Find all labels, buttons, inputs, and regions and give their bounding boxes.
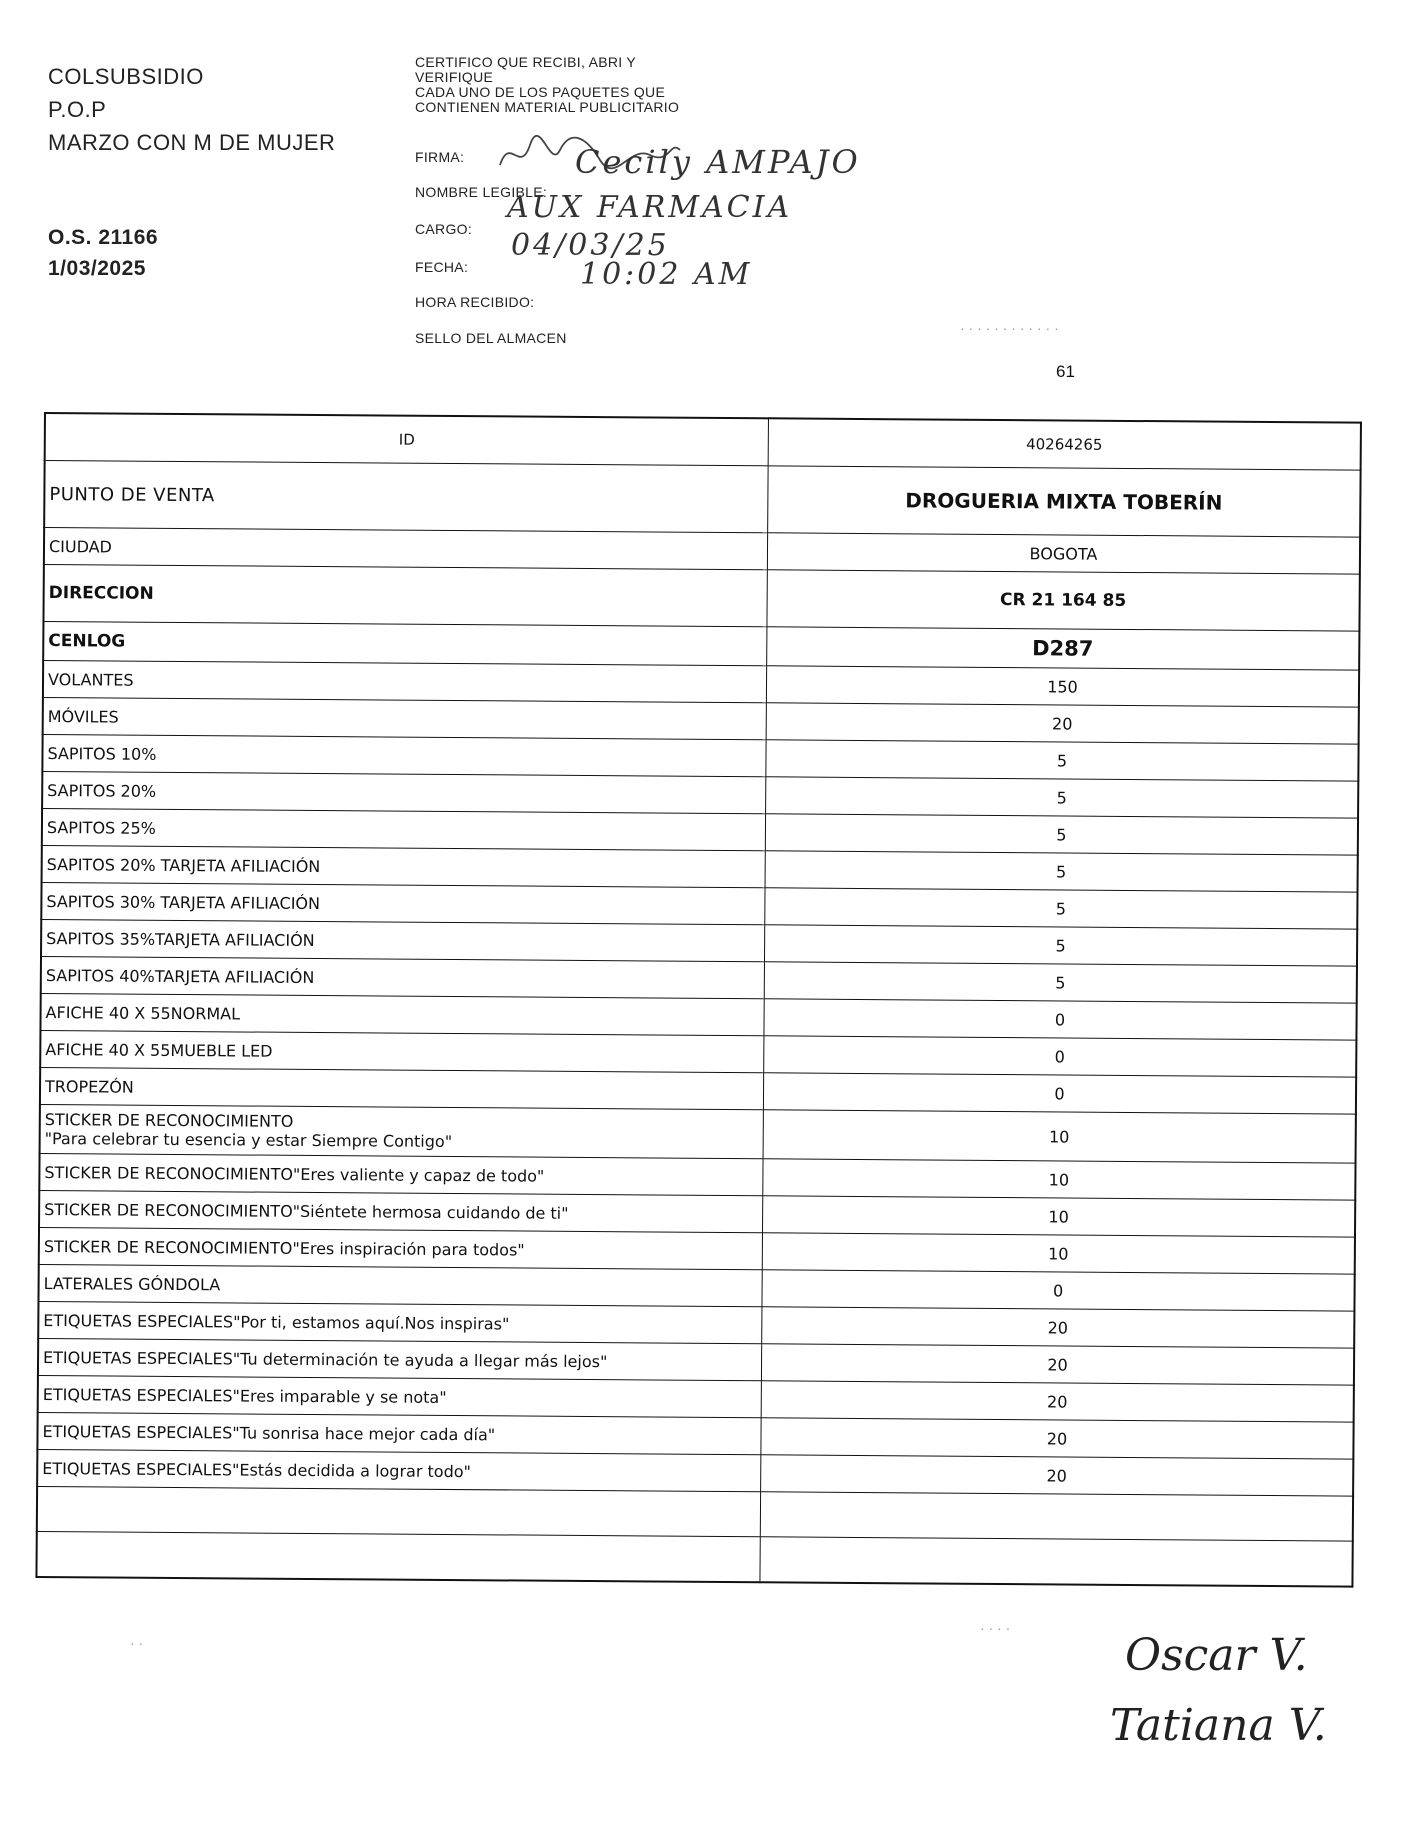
pv-value: DROGUERIA MIXTA TOBERÍN (768, 466, 1361, 537)
item-quantity: 20 (766, 703, 1359, 744)
table-row (43, 565, 1359, 632)
item-quantity: 5 (765, 888, 1358, 929)
nombre-label: NOMBRE LEGIBLE: (415, 184, 548, 200)
scan-noise: · · · · (980, 1620, 1011, 1636)
material-items (37, 661, 1359, 1497)
item-label-text: STICKER DE RECONOCIMIENTO"Eres valiente y capaz de todo" (44, 1162, 545, 1186)
item-label-subtext: "Para celebrar tu esencia y estar Siempre Contigo" (44, 1129, 453, 1152)
fecha-value: 04/03/25 (511, 228, 670, 263)
item-label-text: LATERALES GÓNDOLA (43, 1273, 221, 1294)
empty-cell (760, 1537, 1353, 1587)
cenlog-label: CENLOG (43, 622, 767, 666)
ciudad-label: CIUDAD (44, 528, 768, 570)
item-label-text: AFICHE 40 X 55NORMAL (45, 1002, 241, 1023)
fecha-label: FECHA: (415, 259, 469, 275)
item-label (37, 1449, 761, 1491)
item-quantity: 10 (763, 1110, 1356, 1163)
direccion-label: DIRECCION (43, 565, 767, 627)
item-label-text: TROPEZÓN (44, 1076, 134, 1097)
item-quantity: 10 (763, 1196, 1356, 1237)
item-label-text: SAPITOS 30% TARJETA AFILIACIÓN (46, 891, 321, 913)
statement-line: VERIFIQUE (415, 69, 494, 85)
page-number: 61 (1056, 362, 1075, 381)
item-label-text: SAPITOS 20% TARJETA AFILIACIÓN (46, 854, 321, 876)
item-quantity: 20 (761, 1455, 1354, 1496)
item-quantity: 10 (762, 1233, 1355, 1274)
statement-line: CONTIENEN MATERIAL PUBLICITARIO (415, 99, 680, 115)
scan-noise: · · (130, 1635, 144, 1651)
item-label (38, 1375, 762, 1417)
scan-noise: · · · · · · · · · · · · (960, 320, 1059, 336)
item-label (41, 882, 765, 924)
certification-statement (415, 55, 755, 115)
item-label-text: SAPITOS 25% (46, 817, 156, 838)
sello-label: SELLO DEL ALMACEN (415, 330, 567, 346)
item-label-text: VOLANTES (47, 669, 134, 690)
item-quantity: 5 (764, 962, 1357, 1003)
item-label (39, 1227, 763, 1269)
cenlog-value: D287 (767, 627, 1360, 670)
pop-label: P.O.P (48, 97, 107, 122)
item-label (38, 1301, 762, 1343)
item-quantity: 5 (765, 851, 1358, 892)
nombre-value: Cecily AMPAJO (575, 143, 861, 181)
item-label (42, 734, 766, 776)
item-label (40, 993, 764, 1035)
id-label: ID (45, 413, 769, 466)
item-label (40, 1030, 764, 1072)
empty-cell (37, 1486, 761, 1536)
item-label (41, 919, 765, 961)
campaign-name: MARZO CON M DE MUJER (48, 130, 336, 155)
item-label (39, 1153, 763, 1195)
statement-line: CADA UNO DE LOS PAQUETES QUE (415, 84, 666, 100)
order-number: O.S. 21166 (48, 226, 159, 249)
handwritten-signature-1: Oscar V. (1125, 1630, 1308, 1681)
item-label (38, 1338, 762, 1380)
item-label-text: SAPITOS 35%TARJETA AFILIACIÓN (46, 928, 315, 950)
item-quantity: 5 (766, 777, 1359, 818)
item-label-text: STICKER DE RECONOCIMIENTO"Siéntete hermosa cuidando de ti" (44, 1199, 569, 1223)
item-label-text: SAPITOS 20% (47, 780, 157, 801)
item-quantity: 0 (764, 999, 1357, 1040)
item-label-text: SAPITOS 40%TARJETA AFILIACIÓN (45, 965, 315, 987)
item-quantity: 150 (766, 666, 1359, 707)
item-label-text: SAPITOS 10% (47, 743, 157, 764)
item-label-text: AFICHE 40 X 55MUEBLE LED (45, 1039, 273, 1061)
item-label (38, 1264, 762, 1306)
item-quantity: 20 (762, 1307, 1355, 1348)
pv-label: PUNTO DE VENTA (44, 461, 768, 533)
item-quantity: 0 (762, 1270, 1355, 1311)
item-quantity: 10 (763, 1159, 1356, 1200)
item-quantity: 20 (761, 1344, 1354, 1385)
table-row (44, 461, 1360, 538)
item-label (37, 1412, 761, 1454)
item-label (42, 845, 766, 887)
org-name: COLSUBSIDIO (48, 64, 204, 89)
firma-label: FIRMA: (415, 149, 465, 165)
cargo-label: CARGO: (415, 221, 473, 237)
receipt-certification (415, 54, 861, 346)
order-info (48, 222, 158, 284)
cargo-value: AUX FARMACIA (507, 190, 793, 225)
id-value: 40264265 (768, 418, 1361, 470)
handwritten-signature-2: Tatiana V. (1110, 1700, 1327, 1751)
pop-material-table (35, 412, 1362, 1588)
empty-cell (760, 1492, 1353, 1541)
direccion-value: CR 21 164 85 (767, 570, 1360, 631)
hora-value: 10:02 AM (580, 257, 753, 292)
table-row-empty (36, 1531, 1352, 1586)
hora-label: HORA RECIBIDO: (415, 294, 535, 310)
empty-cell (36, 1531, 760, 1582)
ciudad-value: BOGOTA (767, 533, 1360, 574)
statement-line: CERTIFICO QUE RECIBI, ABRI Y (415, 54, 637, 70)
item-label-text: ETIQUETAS ESPECIALES"Eres imparable y se nota" (42, 1384, 447, 1407)
item-label-text: STICKER DE RECONOCIMIENTO (44, 1110, 294, 1131)
item-label-text: ETIQUETAS ESPECIALES"Por ti, estamos aquí.Nos inspiras" (43, 1310, 510, 1333)
order-date: 1/03/2025 (48, 257, 146, 280)
item-label-text: STICKER DE RECONOCIMIENTO"Eres inspiración para todos" (43, 1236, 525, 1260)
item-quantity: 0 (764, 1036, 1357, 1077)
item-label (43, 661, 767, 703)
item-quantity: 20 (761, 1418, 1354, 1459)
item-label (43, 697, 767, 739)
document-header (48, 60, 336, 280)
item-label-text: ETIQUETAS ESPECIALES"Tu sonrisa hace mejor cada día" (42, 1421, 496, 1444)
item-quantity: 0 (763, 1073, 1356, 1114)
item-quantity: 5 (765, 814, 1358, 855)
item-label-text: MÓVILES (47, 706, 119, 727)
item-label (42, 808, 766, 850)
item-quantity: 20 (761, 1381, 1354, 1422)
item-quantity: 5 (764, 925, 1357, 966)
item-label-text: ETIQUETAS ESPECIALES"Estás decidida a lograr todo" (42, 1458, 471, 1481)
item-label (41, 956, 765, 998)
item-label-text: ETIQUETAS ESPECIALES"Tu determinación te ayuda a llegar más lejos" (43, 1347, 608, 1371)
item-quantity: 5 (766, 740, 1359, 781)
item-label (42, 771, 766, 813)
item-label (40, 1104, 764, 1158)
item-label (40, 1067, 764, 1109)
item-label (39, 1190, 763, 1232)
